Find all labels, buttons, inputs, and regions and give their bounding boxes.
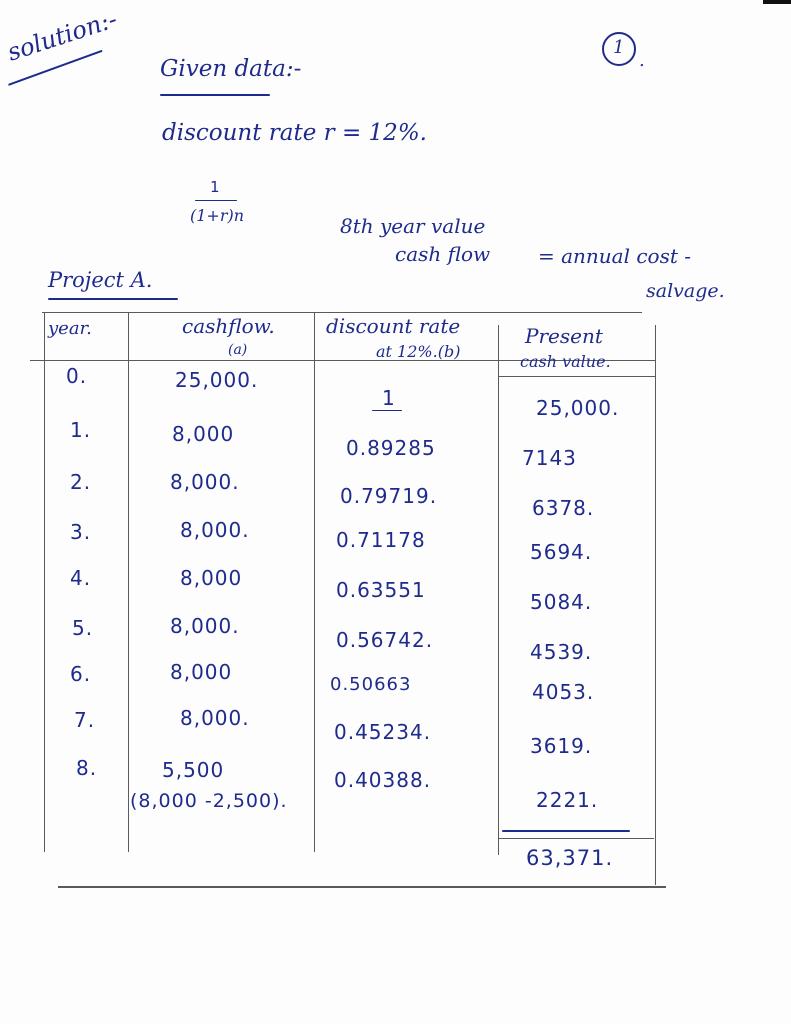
table-row-year: 3. — [70, 520, 92, 544]
discount-one-underline — [372, 410, 402, 411]
table-row-present: 5694. — [530, 540, 593, 564]
solution-heading: solution:- — [4, 4, 121, 67]
table-row-year: 7. — [74, 708, 96, 732]
total-rule — [502, 830, 630, 832]
note-annual-cost: = annual cost - — [538, 244, 692, 268]
total-present-value: 63,371. — [526, 846, 614, 870]
note-year-value: 8th year value — [340, 214, 486, 238]
total-rule-2 — [498, 838, 654, 839]
given-data-underline — [160, 94, 270, 96]
table-row-cashflow: 8,000. — [180, 706, 250, 730]
table-row-cashflow: 8,000. — [170, 470, 240, 494]
header-discount: discount rate — [326, 314, 461, 338]
table-row-discount: 0.63551 — [336, 578, 426, 602]
table-bottom-rule — [58, 886, 666, 888]
header-cashflow-sub: (a) — [228, 342, 248, 358]
column-divider-2 — [314, 312, 315, 852]
project-label: Project A. — [48, 268, 153, 292]
header-present-sub: cash value. — [520, 352, 611, 371]
table-row-year: 8. — [76, 756, 98, 780]
table-row-year: 4. — [70, 566, 92, 590]
formula-numerator: 1 — [210, 178, 221, 196]
project-label-underline — [48, 298, 178, 300]
table-row-present: 5084. — [530, 590, 593, 614]
header-present: Present — [525, 324, 603, 348]
header-year: year. — [48, 318, 92, 339]
discount-rate-text: discount rate r = 12%. — [162, 120, 427, 146]
table-row-present: 6378. — [532, 496, 595, 520]
table-top-rule — [42, 312, 642, 313]
table-right-border — [655, 325, 656, 885]
note-cashflow: cash flow — [395, 242, 491, 266]
table-row-cashflow: 5,500 — [162, 758, 225, 782]
table-row-cashflow: 8,000 — [170, 660, 233, 684]
page-number: 1 — [613, 37, 625, 58]
table-row-year: 6. — [70, 662, 92, 686]
table-row-discount: 0.40388. — [334, 768, 432, 792]
table-row-discount: 0.56742. — [336, 628, 434, 652]
note-salvage: salvage. — [646, 280, 725, 302]
page-number-circle — [602, 32, 636, 66]
table-row-year: 2. — [70, 470, 92, 494]
page-corner-mark — [763, 0, 791, 4]
row8-cashflow-note: (8,000 -2,500). — [130, 790, 288, 812]
table-row-cashflow: 8,000 — [180, 566, 243, 590]
column-divider-1 — [128, 312, 129, 852]
table-row-present: 25,000. — [536, 396, 620, 420]
table-row-present: 2221. — [536, 788, 599, 812]
table-left-border — [44, 312, 45, 852]
header-cashflow: cashflow. — [182, 314, 275, 338]
table-row-discount: 0.50663 — [330, 674, 412, 695]
formula-denominator: (1+r)n — [190, 206, 245, 225]
table-row-cashflow: 8,000. — [180, 518, 250, 542]
column-divider-3 — [498, 325, 499, 855]
table-row-present: 4053. — [532, 680, 595, 704]
formula-fraction-bar — [195, 200, 237, 201]
table-row-discount: 0.89285 — [346, 436, 436, 460]
table-row-year: 5. — [72, 616, 94, 640]
table-row-cashflow: 25,000. — [175, 368, 259, 392]
table-row-discount: 0.71178 — [336, 528, 426, 552]
table-row-year: 0. — [66, 364, 88, 388]
table-row-present: 7143 — [522, 446, 577, 470]
table-row-present: 3619. — [530, 734, 593, 758]
header-discount-sub: at 12%.(b) — [376, 342, 461, 361]
table-row-discount: 1 — [382, 386, 396, 410]
given-data-heading: Given data:- — [160, 56, 302, 82]
table-row-cashflow: 8,000. — [170, 614, 240, 638]
table-row-present: 4539. — [530, 640, 593, 664]
table-row-discount: 0.79719. — [340, 484, 438, 508]
table-row-cashflow: 8,000 — [172, 422, 235, 446]
table-row-year: 1. — [70, 418, 92, 442]
page-number-dot: . — [639, 50, 645, 71]
table-header-rule-2 — [498, 376, 656, 377]
table-row-discount: 0.45234. — [334, 720, 432, 744]
